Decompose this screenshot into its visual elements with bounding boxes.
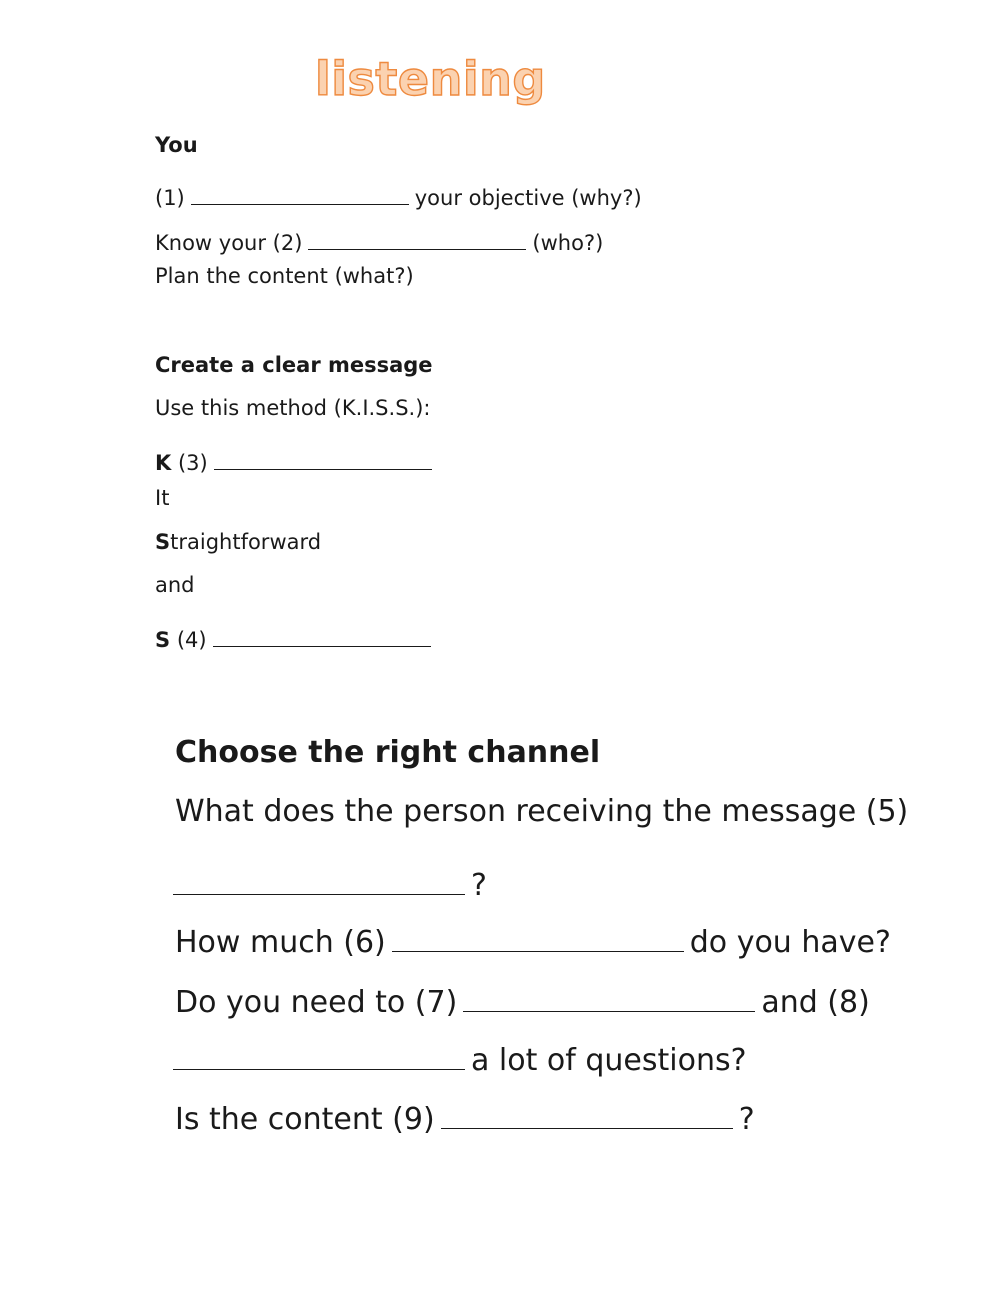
question-6-text: How much (6) — [175, 925, 386, 960]
question-6-suffix: do you have? — [689, 925, 891, 960]
question-7-text: Do you need to (7) — [175, 985, 458, 1020]
question-8-text: a lot of questions? — [471, 1043, 747, 1078]
question-5-end: ? — [471, 868, 487, 903]
blank-1-answer[interactable] — [191, 178, 409, 205]
question-9-end: ? — [738, 1102, 755, 1137]
line-2-text: Know your (2) — [155, 231, 303, 255]
line-3: Plan the content (what?) — [155, 264, 414, 288]
question-9-text: Is the content (9) — [175, 1102, 435, 1137]
question-9 — [175, 1092, 755, 1135]
kiss-i-line: It — [155, 486, 170, 510]
blank-5-answer[interactable] — [173, 858, 465, 895]
kiss-s2-letter: S — [155, 628, 171, 652]
kiss-s2-line — [155, 620, 437, 651]
section-heading-message: Create a clear message — [155, 353, 433, 377]
question-5: What does the person receiving the message (5) — [175, 794, 909, 829]
worksheet-title: listening — [315, 52, 546, 106]
kiss-k-line — [155, 443, 438, 474]
line-2-suffix: (who?) — [532, 231, 604, 255]
question-6 — [175, 915, 891, 958]
question-7-suffix: and (8) — [761, 985, 870, 1020]
line-2 — [155, 223, 603, 254]
kiss-s-letter: S — [155, 530, 171, 554]
question-8 — [173, 1033, 747, 1076]
question-5-blank-line — [173, 858, 487, 901]
question-7 — [175, 975, 870, 1018]
kiss-s-line — [155, 532, 321, 553]
blank-3-number: (3) — [177, 451, 208, 475]
kiss-s-rest: traightforward — [170, 530, 322, 554]
blank-4-answer[interactable] — [213, 620, 431, 647]
blank-1-number: (1) — [155, 186, 185, 210]
blank-2-answer[interactable] — [308, 223, 526, 250]
line-1 — [155, 178, 642, 209]
blank-9-answer[interactable] — [441, 1092, 733, 1129]
kiss-and-line: and — [155, 573, 195, 597]
line-1-text: your objective (why?) — [414, 186, 642, 210]
kiss-k-letter: K — [155, 451, 172, 475]
blank-7-answer[interactable] — [463, 975, 755, 1012]
blank-6-answer[interactable] — [392, 915, 684, 952]
blank-8-answer[interactable] — [173, 1033, 465, 1070]
section-heading-channel: Choose the right channel — [175, 735, 601, 770]
section-heading-you: You — [155, 133, 198, 157]
blank-4-number: (4) — [176, 628, 207, 652]
blank-3-answer[interactable] — [214, 443, 432, 470]
method-line: Use this method (K.I.S.S.): — [155, 396, 431, 420]
